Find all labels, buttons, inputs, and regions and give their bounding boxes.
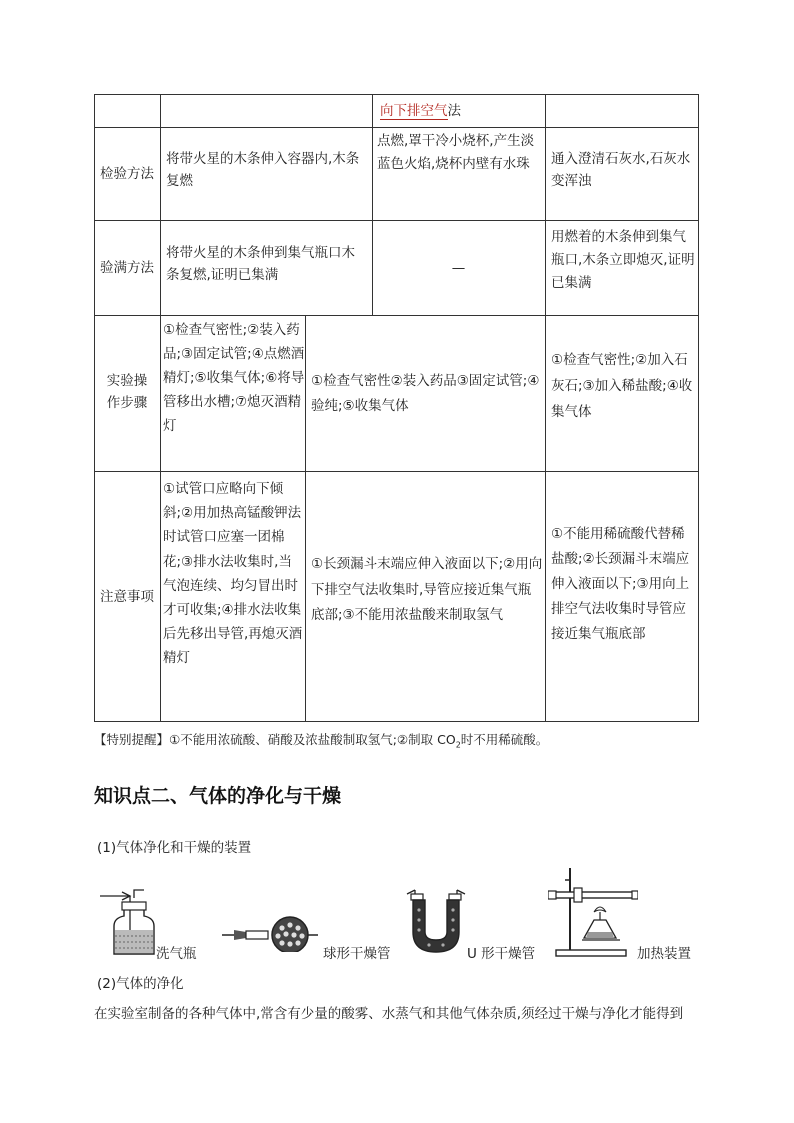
section-title: 知识点二、气体的净化与干燥 [94,785,342,807]
table-cell: ①检查气密性②装入药品③固定试管;④验纯;⑤收集气体 [311,373,540,414]
table-border [94,220,699,221]
table-border [545,94,546,722]
special-tip: 【特别提醒】①不能用浓硫酸、硝酸及浓盐酸制取氢气;②制取 $CO_2$时不用稀硫酸。 [94,732,549,750]
highlight-text: 向下排空气 [380,103,448,119]
subheading: (1)气体净化和干燥的装置 [97,840,252,856]
table-cell: 将带火星的木条伸到集气瓶口木条复燃,证明已集满 [166,245,355,283]
table-cell: ①试管口应略向下倾斜;②用加热高锰酸钾法时试管口应塞一团棉花;③排水法收集时,当气泡连续、均匀冒出时才可收集;④排水法收集后先移出导管,再熄灭酒精灯 [163,481,303,667]
table-cell: 用燃着的木条伸到集气瓶口,木条立即熄灭,证明已集满 [551,229,695,291]
heating-apparatus-label: 加热装置 [637,946,691,962]
row-label: 注意事项 [100,589,154,605]
table-cell: ①检查气密性;②加入石灰石;③加入稀盐酸;④收集气体 [551,352,693,420]
u-drying-tube-icon [405,886,467,956]
table-cell: 点燃,罩干冷小烧杯,产生淡蓝色火焰,烧杯内壁有水珠 [377,133,535,172]
table-border [94,721,699,722]
table-border [698,94,699,722]
u-drying-tube-label: U 形干燥管 [467,946,536,962]
row-label: 验满方法 [100,260,154,276]
table-border [94,315,699,316]
table-border [372,94,373,315]
table-border [94,127,699,128]
table-border [94,94,699,95]
table-cell: 向下排空气法 [380,103,461,119]
table-cell: 将带火星的木条伸入容器内,木条复燃 [166,151,360,189]
table-cell: ①检查气密性;②装入药品;③固定试管;④点燃酒精灯;⑤收集气体;⑥将导管移出水槽;⑦熄灭酒精灯 [163,322,305,434]
subheading: (2)气体的净化 [97,976,184,992]
ball-drying-tube-label: 球形干燥管 [323,946,391,962]
table-cell: ①长颈漏斗末端应伸入液面以下;②用向下排空气法收集时,导管应接近集气瓶底部;③不能用浓盐酸来制取氢气 [311,556,543,623]
wash-bottle-icon [98,880,156,960]
table-cell: — [451,260,466,276]
table-cell: 通入澄清石灰水,石灰水变浑浊 [551,151,691,189]
row-label: 检验方法 [100,166,154,182]
table-cell: ①不能用稀硫酸代替稀盐酸;②长颈漏斗末端应伸入液面以下;③用向上排空气法收集时导管应接近集气瓶底部 [551,526,690,642]
row-label: 实验操 作步骤 [106,373,148,411]
body-paragraph: 在实验室制备的各种气体中,常含有少量的酸雾、水蒸气和其他气体杂质,须经过干燥与净化才能得到 [94,1006,684,1022]
table-border [94,471,699,472]
ball-drying-tube-icon [220,910,320,952]
wash-bottle-label: 洗气瓶 [156,946,197,962]
table-border [305,315,306,722]
heating-apparatus-icon [548,866,638,958]
table-border [160,94,161,722]
